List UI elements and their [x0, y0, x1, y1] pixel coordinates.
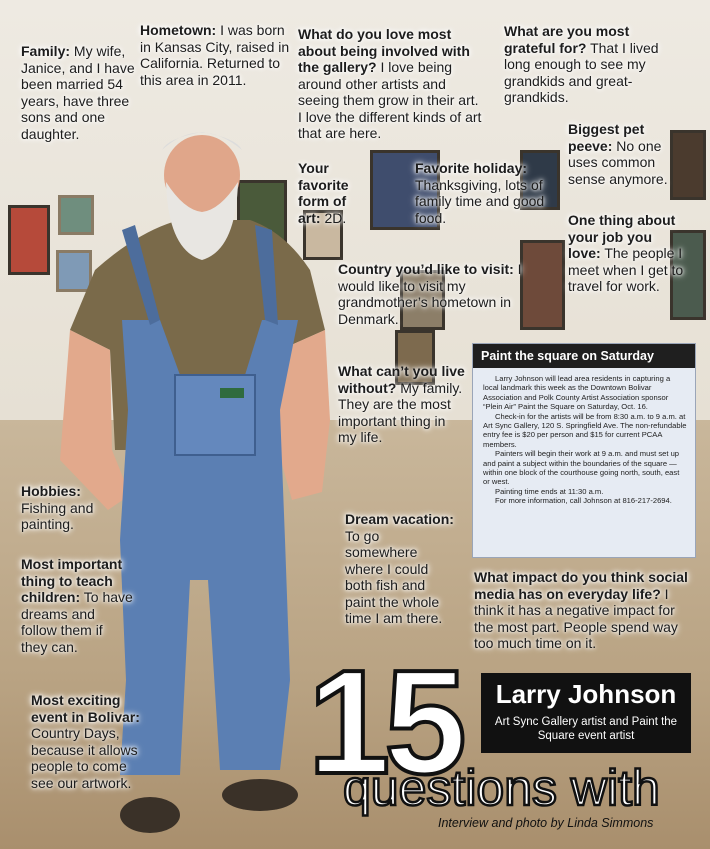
question-live-without: What can’t you live without? My family. They are the most important thing in my life.	[338, 363, 465, 445]
question-hobbies: Hobbies: Fishing and painting.	[21, 483, 94, 532]
info-paragraph: For more information, call Johnson at 816-217-2694.	[495, 496, 672, 506]
question-dream-vacation: Dream vacation: To go somewhere where I could both fish and paint the whole time I am there.	[345, 511, 454, 626]
question-social-media: What impact do you think social media has on everyday life? I think it has a negative impact for the most part. People spend way too much time on it.	[474, 569, 688, 651]
question-art-form: Your favorite form of art: 2D.	[298, 160, 349, 226]
headline-words: questions with	[343, 760, 660, 816]
question-bolivar-event: Most exciting event in Bolivar: Country Days, because it allows people to come see our artwork.	[31, 692, 140, 791]
info-paragraph: Larry Johnson will lead area residents in capturing a local landmark this week as the Downtown Bolivar Association and Polk County Artist Association sponsor “Plein Air” Paint the Square on Saturday, Oct. 16.	[483, 374, 671, 412]
info-paragraph: Check-in for the artists will be from 8:30 a.m. to 9 a.m. at Art Sync Gallery, 120 S. Springfield Ave. The non-refundable entry fee is $20 per person and $15 for current PCAA members.	[483, 411, 687, 449]
question-pet-peeve: Biggest pet peeve: No one uses common sense anymore.	[568, 121, 668, 187]
name-box	[481, 673, 691, 753]
headline-number: 15	[308, 640, 461, 805]
question-teach-children: Most important thing to teach children: To have dreams and follow them if they can.	[21, 556, 133, 655]
question-holiday: Favorite holiday: Thanksgiving, lots of family time and good food.	[415, 160, 545, 226]
info-box	[472, 343, 696, 558]
info-paragraph: Painters will begin their work at 9 a.m. and must set up and paint a subject within the boundaries of the square — within one block of the courthouse going north, south, east or west.	[483, 449, 680, 487]
info-box-title: Paint the square on Saturday	[473, 344, 695, 368]
subject-name: Larry Johnson	[495, 679, 677, 709]
subject-subtitle: Art Sync Gallery artist and Paint the Square event artist	[494, 716, 678, 742]
photo-credit: Interview and photo by Linda Simmons	[438, 816, 654, 830]
info-box-body	[473, 368, 695, 506]
info-paragraph: Painting time ends at 11:30 a.m.	[495, 486, 604, 496]
question-hometown: Hometown: I was born in Kansas City, raised in California. Returned to this area in 2011.	[140, 22, 290, 88]
question-family: Family: My wife, Janice, and I have been married 54 years, have three sons and one daughter.	[21, 43, 135, 142]
question-country: Country you’d like to visit: I would like to visit my grandmother’s hometown in Denmark.	[338, 261, 522, 327]
question-gallery: What do you love most about being involved with the gallery? I love being around other artists and seeing them grow in their art. I love the different kinds of art that are here.	[298, 26, 482, 141]
question-job: One thing about your job you love: The people I meet when I get to travel for work.	[568, 212, 684, 294]
question-grateful: What are you most grateful for? That I lived long enough to see my grandkids and great-grandkids.	[504, 23, 659, 105]
